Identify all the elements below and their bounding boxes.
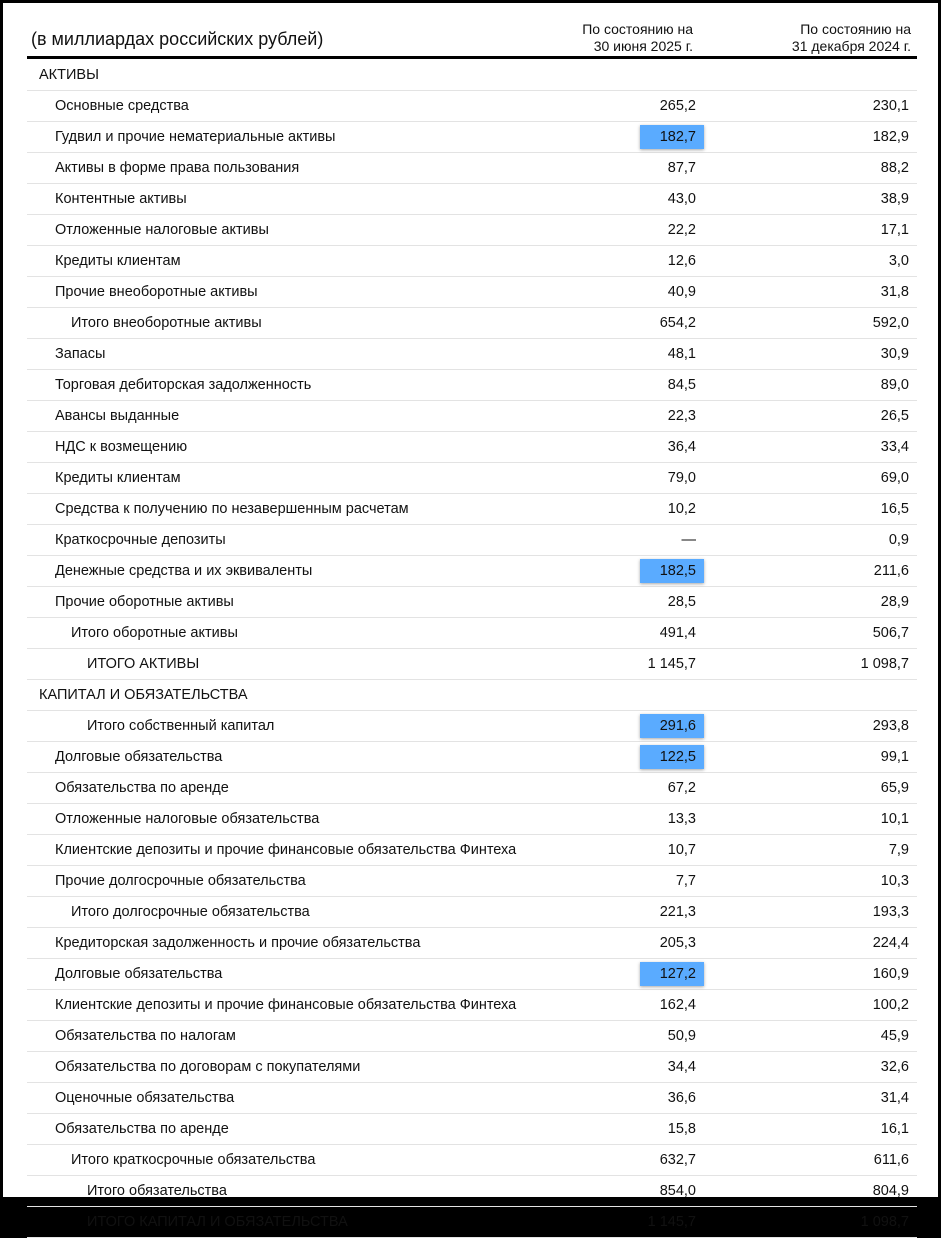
table-row [27, 277, 917, 308]
table-row [27, 215, 917, 246]
table-row [27, 990, 917, 1021]
table-row [27, 556, 917, 587]
row-label: Прочие оборотные активы [55, 594, 234, 610]
row-label: Долговые обязательства [55, 966, 223, 982]
value-june-2025: 127,2 [640, 962, 704, 986]
value-dec-2024: 88,2 [880, 160, 909, 176]
row-label: Гудвил и прочие нематериальные активы [55, 129, 336, 145]
table-row [27, 897, 917, 928]
row-label: Средства к получению по незавершенным расчетам [55, 501, 409, 517]
table-row [27, 742, 917, 773]
column-header-line: 31 декабря 2024 г. [791, 38, 911, 54]
value-dec-2024: 89,0 [880, 377, 909, 393]
table-row [27, 835, 917, 866]
value-dec-2024: 804,9 [872, 1183, 909, 1199]
table-row [27, 308, 917, 339]
table-row [27, 618, 917, 649]
value-dec-2024: 182,9 [872, 129, 909, 145]
table-row [27, 370, 917, 401]
row-label: Обязательства по аренде [55, 780, 229, 796]
value-june-2025: 79,0 [667, 470, 696, 486]
column-header-june-2025 [582, 21, 693, 55]
row-label: ИТОГО АКТИВЫ [87, 656, 200, 672]
row-label: ИТОГО КАПИТАЛ И ОБЯЗАТЕЛЬСТВА [87, 1214, 348, 1230]
value-dec-2024: 28,9 [880, 594, 909, 610]
value-june-2025: 491,4 [659, 625, 696, 641]
balance-sheet-document [3, 3, 938, 1230]
unit-label: (в миллиардах российских рублей) [31, 29, 324, 49]
row-label: Клиентские депозиты и прочие финансовые обязательства Финтеха [55, 842, 517, 858]
row-label: АКТИВЫ [39, 67, 99, 83]
value-june-2025: 10,2 [667, 501, 696, 517]
value-june-2025: 854,0 [659, 1183, 696, 1199]
row-label: Итого собственный капитал [87, 718, 275, 734]
value-june-2025: 291,6 [640, 714, 704, 738]
value-dec-2024: 1 098,7 [860, 1214, 909, 1230]
value-dec-2024: 1 098,7 [860, 656, 909, 672]
row-label: Запасы [55, 346, 106, 362]
row-label: Оценочные обязательства [55, 1090, 235, 1106]
value-june-2025: 28,5 [667, 594, 696, 610]
row-label: Обязательства по налогам [55, 1028, 236, 1044]
value-dec-2024: 99,1 [880, 749, 909, 765]
table-row [27, 1052, 917, 1083]
value-june-2025: 40,9 [667, 284, 696, 300]
section-header-row [27, 680, 917, 711]
column-header-line: По состоянию на [800, 21, 911, 37]
row-label: Долговые обязательства [55, 749, 223, 765]
row-label: Кредиторская задолженность и прочие обязательства [55, 935, 421, 951]
table-row [27, 1021, 917, 1052]
value-june-2025: 205,3 [659, 935, 696, 951]
row-label: Прочие долгосрочные обязательства [55, 873, 306, 889]
value-june-2025: 182,5 [640, 559, 704, 583]
section-header-row [27, 60, 917, 91]
row-label: Денежные средства и их эквиваленты [55, 563, 313, 579]
value-dec-2024: 100,2 [872, 997, 909, 1013]
value-june-2025: 22,3 [667, 408, 696, 424]
table-row [27, 184, 917, 215]
value-dec-2024: 10,1 [880, 811, 909, 827]
row-label: Итого внеоборотные активы [71, 315, 262, 331]
value-dec-2024: 193,3 [872, 904, 909, 920]
value-dec-2024: 31,4 [880, 1090, 909, 1106]
table-row [27, 1114, 917, 1145]
row-label: Клиентские депозиты и прочие финансовые обязательства Финтеха [55, 997, 517, 1013]
value-dec-2024: 230,1 [872, 98, 909, 114]
table-row [27, 928, 917, 959]
column-header-line: 30 июня 2025 г. [593, 38, 693, 54]
row-label: Обязательства по договорам с покупателями [55, 1059, 361, 1075]
value-dec-2024: 10,3 [880, 873, 909, 889]
table-body [27, 60, 917, 1238]
row-label: Кредиты клиентам [55, 253, 181, 269]
value-june-2025: 87,7 [667, 160, 696, 176]
value-june-2025: 632,7 [659, 1152, 696, 1168]
value-dec-2024: 65,9 [880, 780, 909, 796]
table-row [27, 401, 917, 432]
row-label: Отложенные налоговые обязательства [55, 811, 320, 827]
value-dec-2024: 32,6 [880, 1059, 909, 1075]
row-label: Итого обязательства [87, 1183, 227, 1199]
value-june-2025: 265,2 [659, 98, 696, 114]
value-june-2025: 7,7 [675, 873, 696, 889]
row-label: Прочие внеоборотные активы [55, 284, 258, 300]
row-label: Итого краткосрочные обязательства [71, 1152, 316, 1168]
row-label: Кредиты клиентам [55, 470, 181, 486]
value-dec-2024: 592,0 [872, 315, 909, 331]
value-dec-2024: 3,0 [888, 253, 909, 269]
value-dec-2024: 17,1 [880, 222, 909, 238]
row-label: НДС к возмещению [55, 439, 188, 455]
row-label: Итого оборотные активы [71, 625, 238, 641]
value-june-2025: 36,4 [667, 439, 696, 455]
table-row [27, 866, 917, 897]
value-dec-2024: 293,8 [872, 718, 909, 734]
table-row [27, 1083, 917, 1114]
value-june-2025: 36,6 [667, 1090, 696, 1106]
table-row [27, 587, 917, 618]
row-label: Итого долгосрочные обязательства [71, 904, 310, 920]
value-dec-2024: 0,9 [888, 532, 909, 548]
row-label: Торговая дебиторская задолженность [55, 377, 312, 393]
table-row [27, 649, 917, 680]
table-header [27, 17, 917, 59]
value-dec-2024: 16,5 [880, 501, 909, 517]
value-june-2025: 654,2 [659, 315, 696, 331]
value-dec-2024: 26,5 [880, 408, 909, 424]
value-dec-2024: 160,9 [872, 966, 909, 982]
row-label: Обязательства по аренде [55, 1121, 229, 1137]
table-row [27, 1207, 917, 1238]
value-june-2025: 12,6 [667, 253, 696, 269]
table-row [27, 153, 917, 184]
value-june-2025: 162,4 [659, 997, 696, 1013]
value-june-2025: 15,8 [667, 1121, 696, 1137]
value-june-2025: 22,2 [667, 222, 696, 238]
value-dec-2024: 211,6 [873, 563, 909, 579]
row-label: Краткосрочные депозиты [55, 532, 226, 548]
value-june-2025: 43,0 [667, 191, 696, 207]
column-header-dec-2024 [792, 21, 911, 55]
value-dec-2024: 506,7 [872, 625, 909, 641]
table-row [27, 246, 917, 277]
row-label: Отложенные налоговые активы [55, 222, 269, 238]
value-june-2025: 13,3 [667, 811, 696, 827]
row-label: Авансы выданные [55, 408, 180, 424]
value-dec-2024: 38,9 [880, 191, 909, 207]
row-label: КАПИТАЛ И ОБЯЗАТЕЛЬСТВА [39, 687, 248, 703]
value-june-2025: 84,5 [667, 377, 696, 393]
column-header-line: По состоянию на [582, 21, 693, 37]
header-divider [27, 56, 917, 59]
table-row [27, 494, 917, 525]
table-row [27, 432, 917, 463]
table-row [27, 1176, 917, 1207]
value-june-2025: 1 145,7 [647, 1214, 696, 1230]
table-row [27, 525, 917, 556]
value-june-2025: 48,1 [667, 346, 696, 362]
row-label: Контентные активы [55, 191, 187, 207]
table-row [27, 804, 917, 835]
table-row [27, 959, 917, 990]
table-row [27, 91, 917, 122]
value-dec-2024: 45,9 [880, 1028, 909, 1044]
value-dec-2024: 30,9 [880, 346, 909, 362]
value-june-2025: 1 145,7 [647, 656, 696, 672]
table-row [27, 1145, 917, 1176]
value-dec-2024: 611,6 [873, 1152, 909, 1168]
value-dec-2024: 69,0 [880, 470, 909, 486]
value-june-2025: 122,5 [640, 745, 704, 769]
value-dec-2024: 33,4 [880, 439, 909, 455]
value-june-2025: 182,7 [640, 125, 704, 149]
table-row [27, 122, 917, 153]
value-dec-2024: 31,8 [880, 284, 909, 300]
table-row [27, 711, 917, 742]
table-row [27, 773, 917, 804]
value-june-2025: 34,4 [667, 1059, 696, 1075]
value-june-2025: — [681, 532, 696, 548]
row-label: Основные средства [55, 98, 189, 114]
value-june-2025: 50,9 [667, 1028, 696, 1044]
value-june-2025: 221,3 [659, 904, 696, 920]
value-dec-2024: 16,1 [880, 1121, 909, 1137]
row-label: Активы в форме права пользования [55, 160, 300, 176]
value-june-2025: 67,2 [667, 780, 696, 796]
value-dec-2024: 7,9 [888, 842, 909, 858]
table-row [27, 339, 917, 370]
table-row [27, 463, 917, 494]
value-june-2025: 10,7 [667, 842, 696, 858]
value-dec-2024: 224,4 [872, 935, 909, 951]
